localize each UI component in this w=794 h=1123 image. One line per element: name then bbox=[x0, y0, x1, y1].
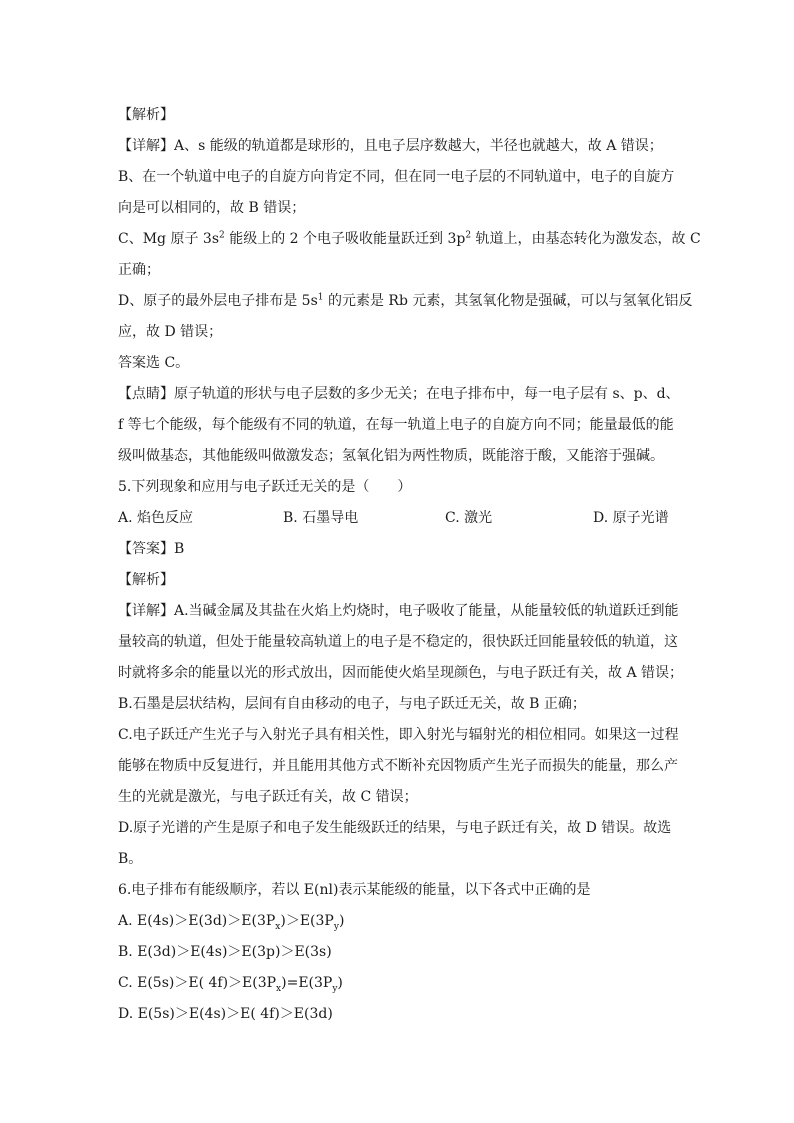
detail-line: C、Mg 原子 $3s^2$ 能级上的 2 个电子吸收能量跃迁到 $3p^2$ 轨道上，由基态转化为激发态，故 C bbox=[118, 230, 701, 247]
option-c: C. E(5s)＞E( $4f)>E(3P_x)=E(3P_y)$ bbox=[118, 975, 343, 994]
detail-line: B。 bbox=[118, 851, 143, 867]
detail-line: 正确； bbox=[118, 262, 160, 278]
option-b: B. 石墨导电 bbox=[283, 510, 359, 526]
detail-line: 量较高的轨道，但处于能量较高轨道上的电子是不稳定的，很快跃迁回能量较低的轨道，这 bbox=[118, 634, 678, 650]
option-c: C. 激光 bbox=[445, 510, 493, 526]
tip-line: f 等七个能级，每个能级有不同的轨道，在每一轨道上电子的自旋方向不同；能量最低的能 bbox=[118, 417, 674, 433]
option-d: D. E(5s)＞E(4s)＞E( 4f)＞E(3d) bbox=[118, 1006, 333, 1022]
analysis-label: 【解析】 bbox=[118, 107, 174, 123]
detail-line: B.石墨是层状结构，层间有自由移动的电子，与电子跃迁无关，故 B 正确； bbox=[118, 696, 586, 712]
detail-line: 向是可以相同的，故 B 错误； bbox=[118, 200, 306, 216]
tip-line: 【点睛】原子轨道的形状与电子层数的多少无关；在电子排布中，每一电子层有 s、p、d、 bbox=[118, 386, 680, 402]
detail-line: 【详解】A、s 能级的轨道都是球形的，且电子层序数越大，半径也就越大，故 A 错误； bbox=[118, 138, 663, 154]
detail-line: D.原子光谱的产生是原子和电子发生能级跃迁的结果，与电子跃迁有关，故 D 错误。故选 bbox=[118, 820, 672, 836]
option-d: D. 原子光谱 bbox=[593, 510, 669, 526]
detail-line: C.电子跃迁产生光子与入射光子具有相关性，即入射光与辐射光的相位相同。如果这一过程 bbox=[118, 727, 679, 743]
options-row bbox=[118, 503, 678, 534]
answer-label: 【答案】B bbox=[118, 541, 185, 557]
document-page bbox=[118, 100, 701, 1030]
detail-line: B、在一个轨道中电子的自旋方向肯定不同，但在同一电子层的不同轨道中，电子的自旋方 bbox=[118, 169, 675, 185]
question-6: 6.电子排布有能级顺序，若以 E(nl)表示某能级的能量，以下各式中正确的是 bbox=[118, 882, 591, 898]
answer-line: 答案选 C。 bbox=[118, 355, 190, 371]
detail-line: 生的光就是激光，与电子跃迁有关，故 C 错误； bbox=[118, 789, 418, 805]
option-b: B. E(3d)＞E(4s)＞E(3p)＞E(3s) bbox=[118, 944, 332, 960]
question-5: 5.下列现象和应用与电子跃迁无关的是（ ） bbox=[118, 479, 412, 495]
option-a: A. 焰色反应 bbox=[118, 510, 194, 526]
detail-line: 能够在物质中反复进行，并且能用其他方式不断补充因物质产生光子而损失的能量，那么产 bbox=[118, 758, 678, 774]
detail-line: D、原子的最外层电子排布是 $5s^1$ 的元素是 Rb 元素，其氢氧化物是强碱，可以与氢氧化铝反 bbox=[118, 292, 693, 309]
tip-line: 级叫做基态，其他能级叫做激发态；氢氧化铝为两性物质，既能溶于酸，又能溶于强碱。 bbox=[118, 448, 664, 464]
detail-line: 【详解】A.当碱金属及其盐在火焰上灼烧时，电子吸收了能量，从能量较低的轨道跃迁到能 bbox=[118, 603, 679, 619]
detail-line: 时就将多余的能量以光的形式放出，因而能使火焰呈现颜色，与电子跃迁有关，故 A 错误； bbox=[118, 665, 684, 681]
option-a: A. $E(4s)>E(3d)>E(3P_x)>E(3P_y)$ bbox=[118, 913, 345, 932]
detail-line: 应，故 D 错误； bbox=[118, 324, 223, 340]
analysis-label: 【解析】 bbox=[118, 572, 174, 588]
